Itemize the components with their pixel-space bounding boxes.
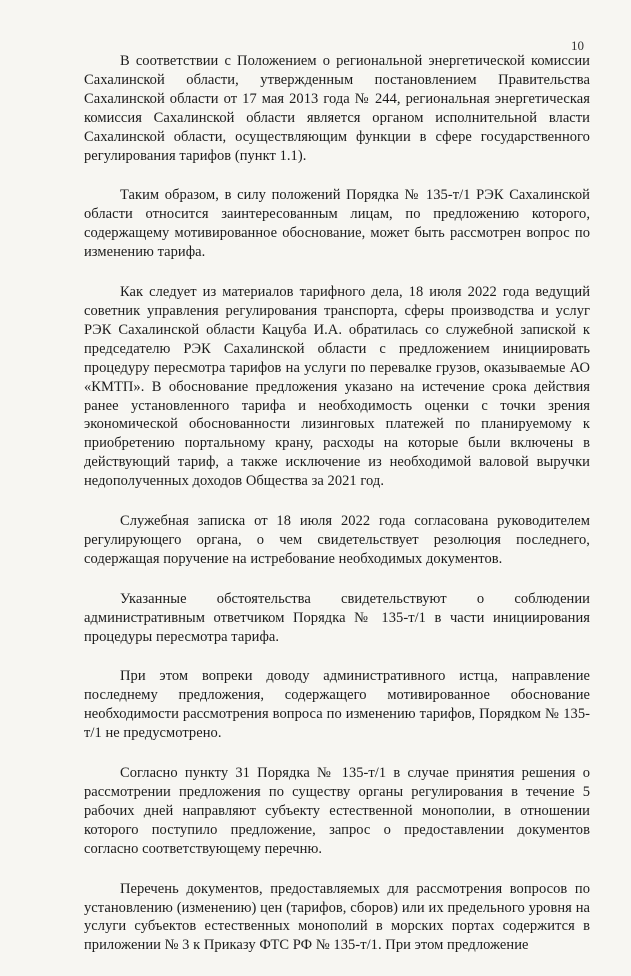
paragraph-tariff-case-materials: Как следует из материалов тарифного дела, 18 июля 2022 года ведущий советник управления регулирования транспорта, сферы производства и услуг РЭК Сахалинской области Кацуба И.А. обратилась со служебной запиской к председателю РЭК Сахалинской области с предложением инициировать процедуру пересмотра тарифов на услуги по перевалке грузов, оказываемые АО «КМТП». В обоснование предложения указано на истечение срока действия ранее установленного тарифа и необходимость оценки с точки зрения экономической обоснованности лизинговых платежей по планируемому к приобретению портальному крану, расходы на которые были включены в действующий тариф, а также исключение из необходимой валовой выручки недополученных доходов Общества за 2021 год.	[84, 284, 590, 490]
paragraph-regulation-basis: В соответствии с Положением о региональной энергетической комиссии Сахалинской области, утвержденным постановлением Правительства Сахалинской области от 17 мая 2013 года № 244, региональная энергетическая комиссия Сахалинской области является органом исполнительной власти Сахалинской области, осуществляющим функции в сфере государственного регулирования тарифов (пункт 1.1).	[84, 53, 590, 164]
paragraph-plaintiff-argument: При этом вопреки доводу административного истца, направление последнему предложения, содержащего мотивированное обоснование необходимости рассмотрения вопроса по изменению тарифов, Порядком № 135-т/1 не предусмотрено.	[84, 668, 590, 742]
paragraph-document-list: Перечень документов, предоставляемых для рассмотрения вопросов по установлению (изменению) цен (тарифов, сборов) или их предельного уровня на услуги субъектов естественных монополий в морских портах содержится в приложении № 3 к Приказу ФТС РФ № 135-т/1. При этом предложение	[84, 880, 590, 954]
document-body	[84, 52, 590, 976]
paragraph-clause-31: Согласно пункту 31 Порядка № 135-т/1 в случае принятия решения о рассмотрении предложения по существу органы регулирования в течение 5 рабочих дней направляют субъекту естественной монополии, в отношении которого поступило предложение, запрос о предоставлении документов согласно соответствующему перечню.	[84, 765, 590, 857]
paragraph-memo-approval: Служебная записка от 18 июля 2022 года согласована руководителем регулирующего органа, о чем свидетельствует резолюция последнего, содержащая поручение на истребование необходимых документов.	[84, 513, 590, 567]
page-number: 10	[571, 38, 584, 53]
paragraph-procedure-compliance: Указанные обстоятельства свидетельствуют о соблюдении административным ответчиком Порядка № 135-т/1 в части инициирования процедуры пересмотра тарифа.	[84, 590, 590, 645]
paragraph-interested-party: Таким образом, в силу положений Порядка № 135-т/1 РЭК Сахалинской области относится заинтересованным лицам, по предложению которого, содержащему мотивированное обоснование, может быть рассмотрен вопрос по изменению тарифа.	[84, 187, 590, 261]
